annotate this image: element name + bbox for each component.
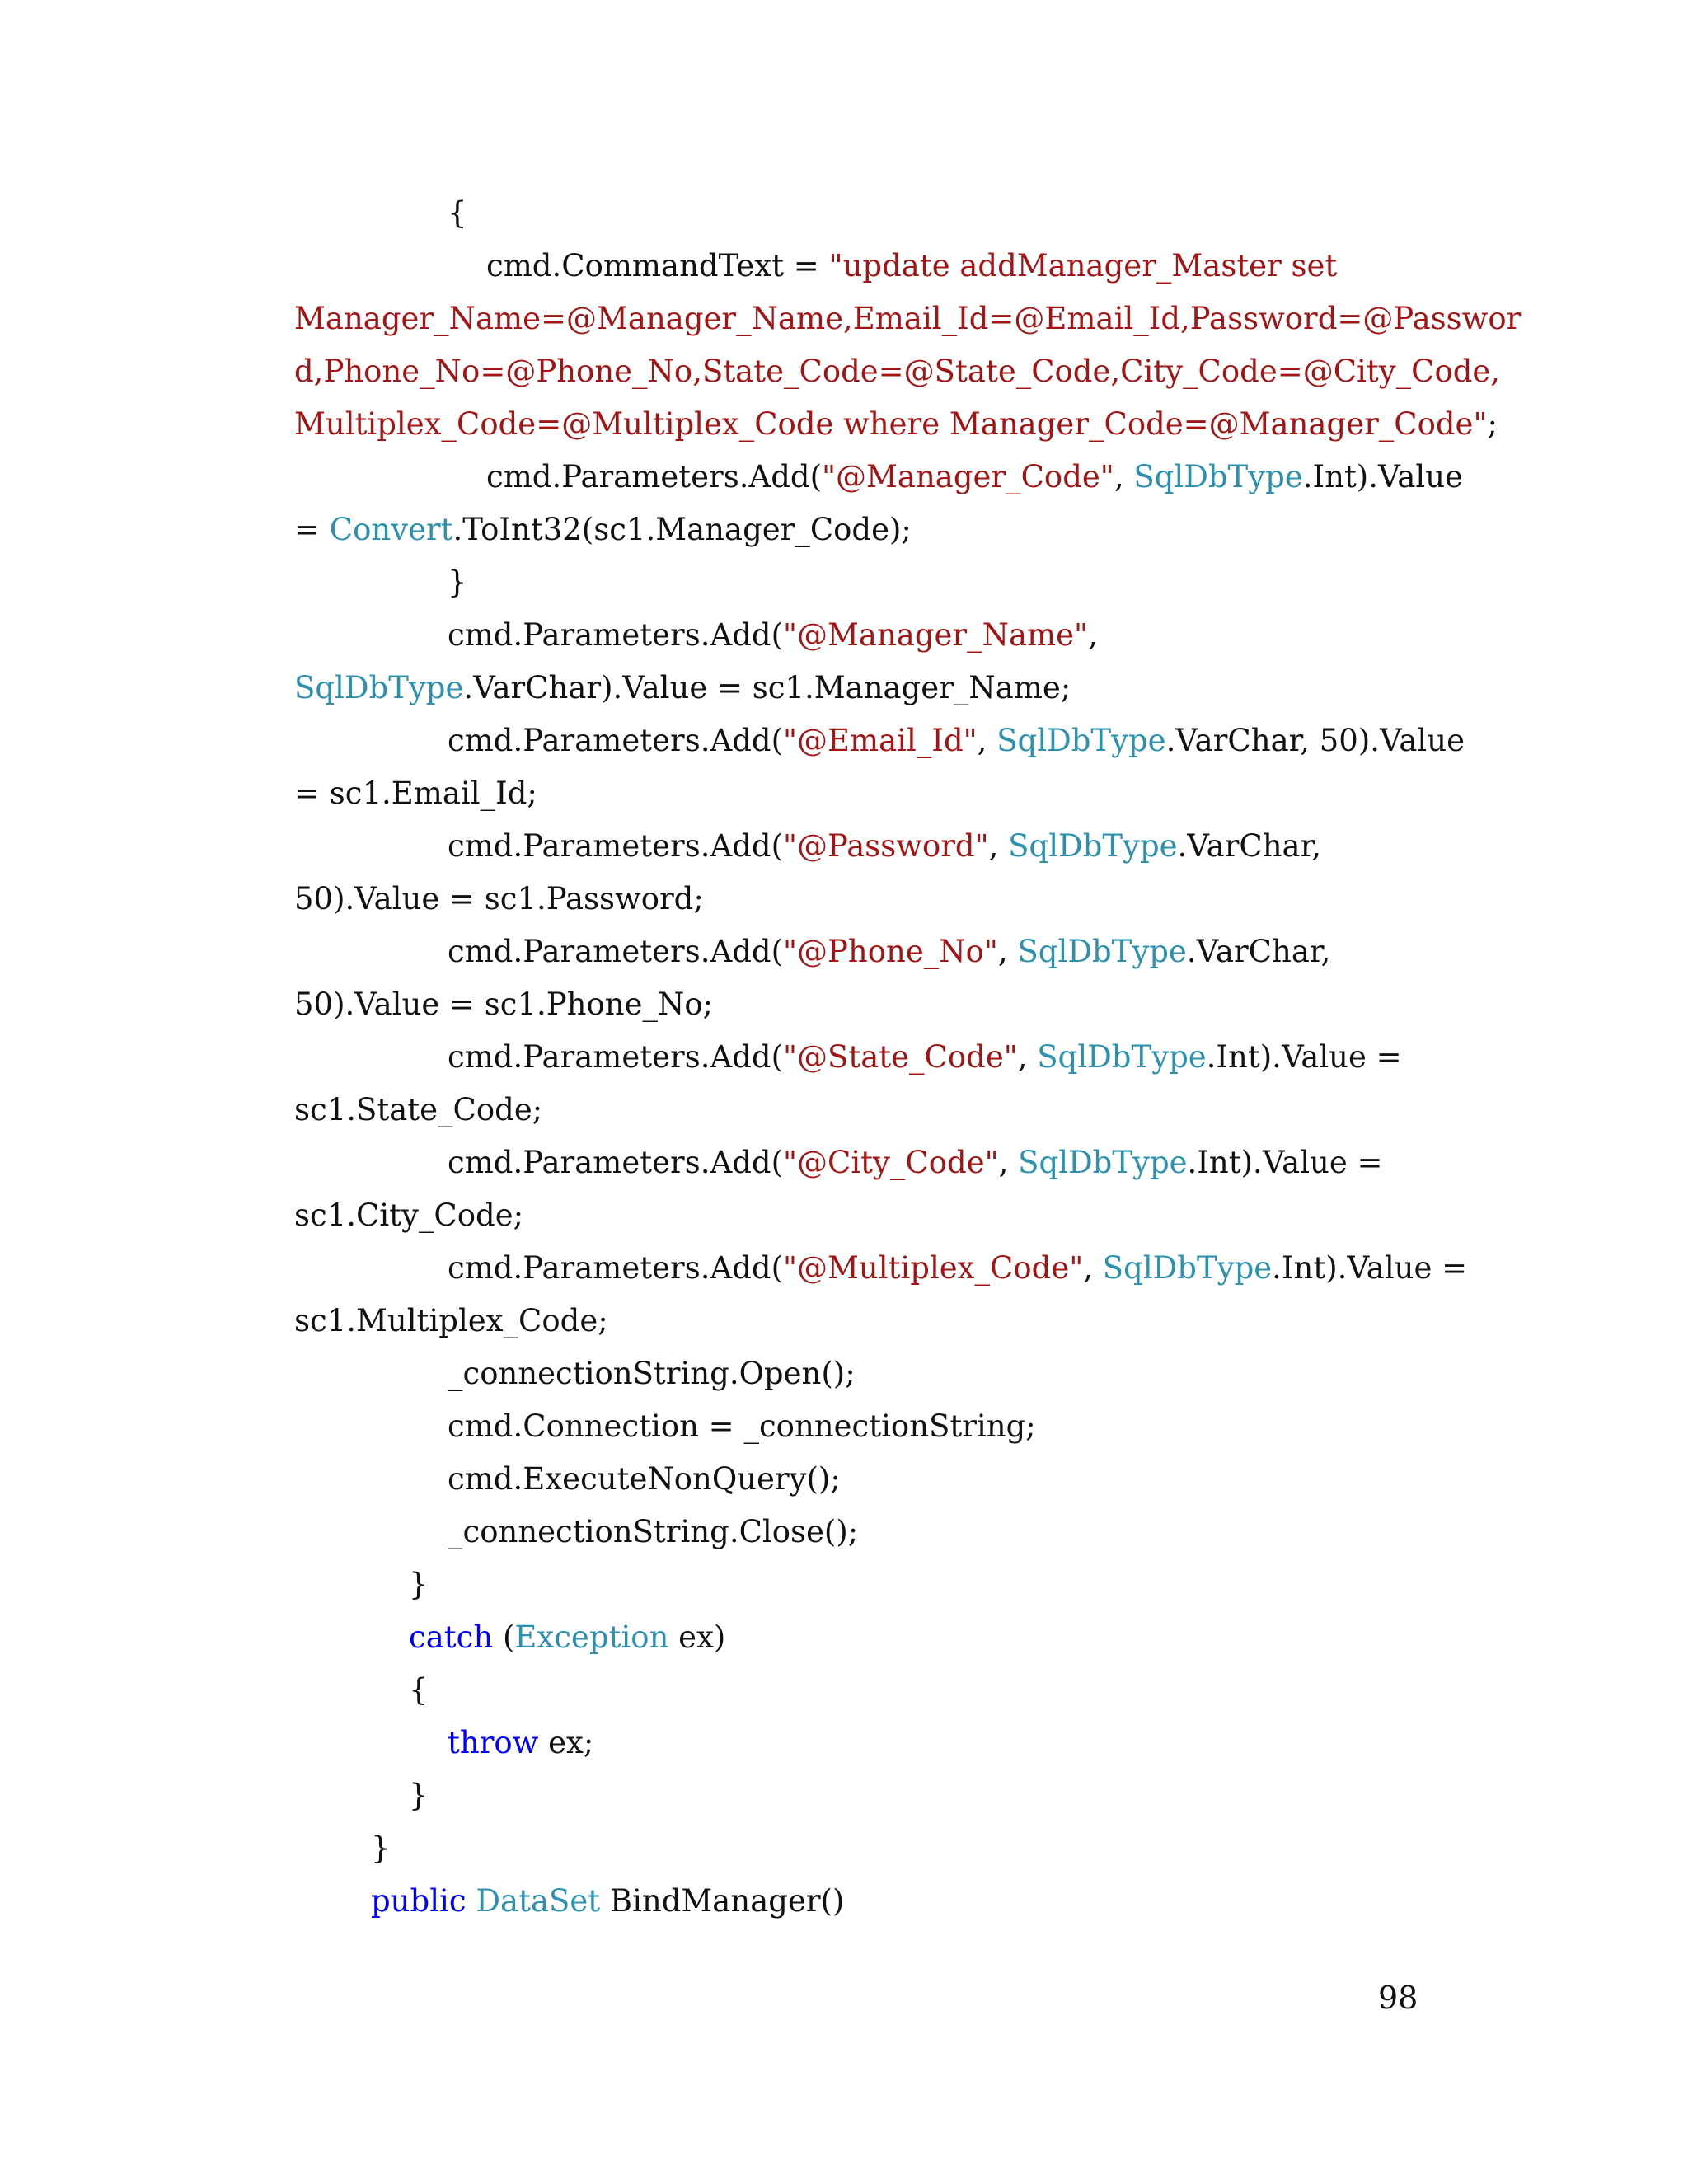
code-token: .VarChar).Value = sc1.Manager_Name; (463, 670, 1071, 705)
code-token: "@Email_Id" (783, 723, 978, 758)
code-line (294, 510, 912, 550)
code-token: , (997, 934, 1018, 969)
code-token: ( (493, 1619, 515, 1655)
code-token: ex) (668, 1619, 726, 1655)
code-token: .VarChar, (1186, 934, 1331, 969)
code-token: cmd.Parameters.Add( (448, 723, 783, 758)
code-token: sc1.Multiplex_Code; (294, 1303, 608, 1338)
code-token: , (1083, 1250, 1103, 1286)
code-token: sc1.State_Code; (294, 1092, 543, 1127)
code-line (294, 405, 1498, 444)
code-line (409, 1565, 429, 1605)
code-line (371, 1829, 391, 1868)
code-token: cmd.Parameters.Add( (448, 1039, 783, 1075)
code-token: BindManager() (600, 1883, 845, 1919)
code-token: cmd.CommandText = (486, 248, 829, 284)
code-line (448, 827, 1321, 866)
code-token: , (1017, 1039, 1038, 1075)
code-token: .ToInt32(sc1.Manager_Code); (452, 512, 912, 547)
code-token: , (977, 723, 997, 758)
code-token: SqlDbType (1017, 934, 1187, 969)
code-token: cmd.Parameters.Add( (448, 1250, 783, 1286)
code-token: "@Manager_Name" (783, 617, 1089, 653)
code-line (448, 1354, 856, 1394)
code-line (486, 246, 1337, 286)
code-line (294, 299, 1521, 339)
code-token: , (1088, 617, 1098, 653)
code-token: SqlDbType (1037, 1039, 1207, 1075)
code-token: d,Phone_No=@Phone_No,State_Code=@State_Code,City_Code=@City_Code, (294, 354, 1501, 389)
code-line (448, 1038, 1402, 1077)
page-number: 98 (1378, 1980, 1418, 2016)
code-token: 50).Value = sc1.Password; (294, 881, 704, 916)
code-token: SqlDbType (996, 723, 1166, 758)
code-line (409, 1671, 429, 1710)
code-token: SqlDbType (1102, 1250, 1273, 1286)
code-token: cmd.Connection = _connectionString; (448, 1408, 1036, 1444)
code-token: "@Manager_Code" (822, 459, 1114, 494)
code-line (294, 1090, 542, 1130)
code-token: "@City_Code" (783, 1145, 999, 1180)
code-token: _connectionString.Open(); (448, 1356, 856, 1391)
code-token: } (371, 1830, 391, 1866)
code-line (448, 1512, 858, 1552)
code-token: , (1114, 459, 1134, 494)
code-line (486, 457, 1463, 497)
code-token: sc1.City_Code; (294, 1197, 524, 1233)
code-line (371, 1882, 844, 1921)
code-token: "@Multiplex_Code" (783, 1250, 1084, 1286)
code-line (448, 1723, 593, 1763)
code-line (294, 879, 704, 919)
code-line (409, 1618, 725, 1657)
code-token: Exception (514, 1619, 669, 1655)
code-token: .VarChar, (1177, 828, 1321, 864)
code-line (294, 352, 1500, 391)
code-line (448, 1460, 841, 1499)
code-token: = (294, 512, 330, 547)
code-token: = sc1.Email_Id; (294, 776, 537, 811)
code-line (294, 1301, 608, 1341)
code-token: SqlDbType (294, 670, 464, 705)
code-token: } (409, 1778, 429, 1813)
code-token: cmd.ExecuteNonQuery(); (448, 1461, 841, 1497)
code-token: "@State_Code" (783, 1039, 1018, 1075)
code-token: cmd.Parameters.Add( (448, 617, 783, 653)
code-token: .Int).Value (1302, 459, 1463, 494)
code-token: ex; (538, 1725, 594, 1760)
code-line (294, 774, 537, 813)
code-line (448, 563, 467, 602)
code-line (448, 1407, 1036, 1446)
code-token: Multiplex_Code=@Multiplex_Code where Manager_Code=@Manager_Code" (294, 406, 1488, 442)
code-token: throw (448, 1725, 539, 1760)
code-line (448, 616, 1098, 655)
code-token: "@Phone_No" (783, 934, 998, 969)
code-token: .Int).Value = (1272, 1250, 1468, 1286)
code-token: _connectionString.Close(); (448, 1514, 859, 1549)
code-token: } (409, 1567, 429, 1602)
code-line (448, 1143, 1383, 1183)
code-token: ; (1487, 406, 1498, 442)
code-line (448, 932, 1330, 972)
code-token: .Int).Value = (1187, 1145, 1383, 1180)
code-line (294, 985, 713, 1024)
code-token: } (448, 565, 467, 600)
code-token: , (988, 828, 1009, 864)
code-line (448, 721, 1465, 761)
code-token: Convert (329, 512, 453, 547)
code-token: public (371, 1883, 467, 1919)
code-token: .VarChar, 50).Value (1165, 723, 1465, 758)
code-token: SqlDbType (1133, 459, 1303, 494)
code-token: cmd.Parameters.Add( (486, 459, 822, 494)
code-token: cmd.Parameters.Add( (448, 828, 783, 864)
code-line (448, 1249, 1467, 1288)
code-token: catch (409, 1619, 494, 1655)
code-line (448, 194, 467, 233)
code-token: Manager_Name=@Manager_Name,Email_Id=@Email_Id,Password=@Passwor (294, 301, 1522, 336)
code-token: SqlDbType (1018, 1145, 1188, 1180)
code-token: DataSet (476, 1883, 601, 1919)
code-token: "@Password" (783, 828, 989, 864)
code-token: "update addManager_Master set (828, 248, 1338, 284)
code-token: cmd.Parameters.Add( (448, 1145, 783, 1180)
code-token: , (998, 1145, 1019, 1180)
code-token (467, 1883, 476, 1919)
code-token: 50).Value = sc1.Phone_No; (294, 987, 714, 1022)
code-token: cmd.Parameters.Add( (448, 934, 783, 969)
code-token: { (409, 1672, 429, 1708)
code-token: .Int).Value = (1206, 1039, 1402, 1075)
code-token: { (448, 195, 467, 231)
code-token: SqlDbType (1008, 828, 1178, 864)
code-line (409, 1776, 429, 1816)
code-line (294, 668, 1071, 708)
code-line (294, 1196, 523, 1235)
